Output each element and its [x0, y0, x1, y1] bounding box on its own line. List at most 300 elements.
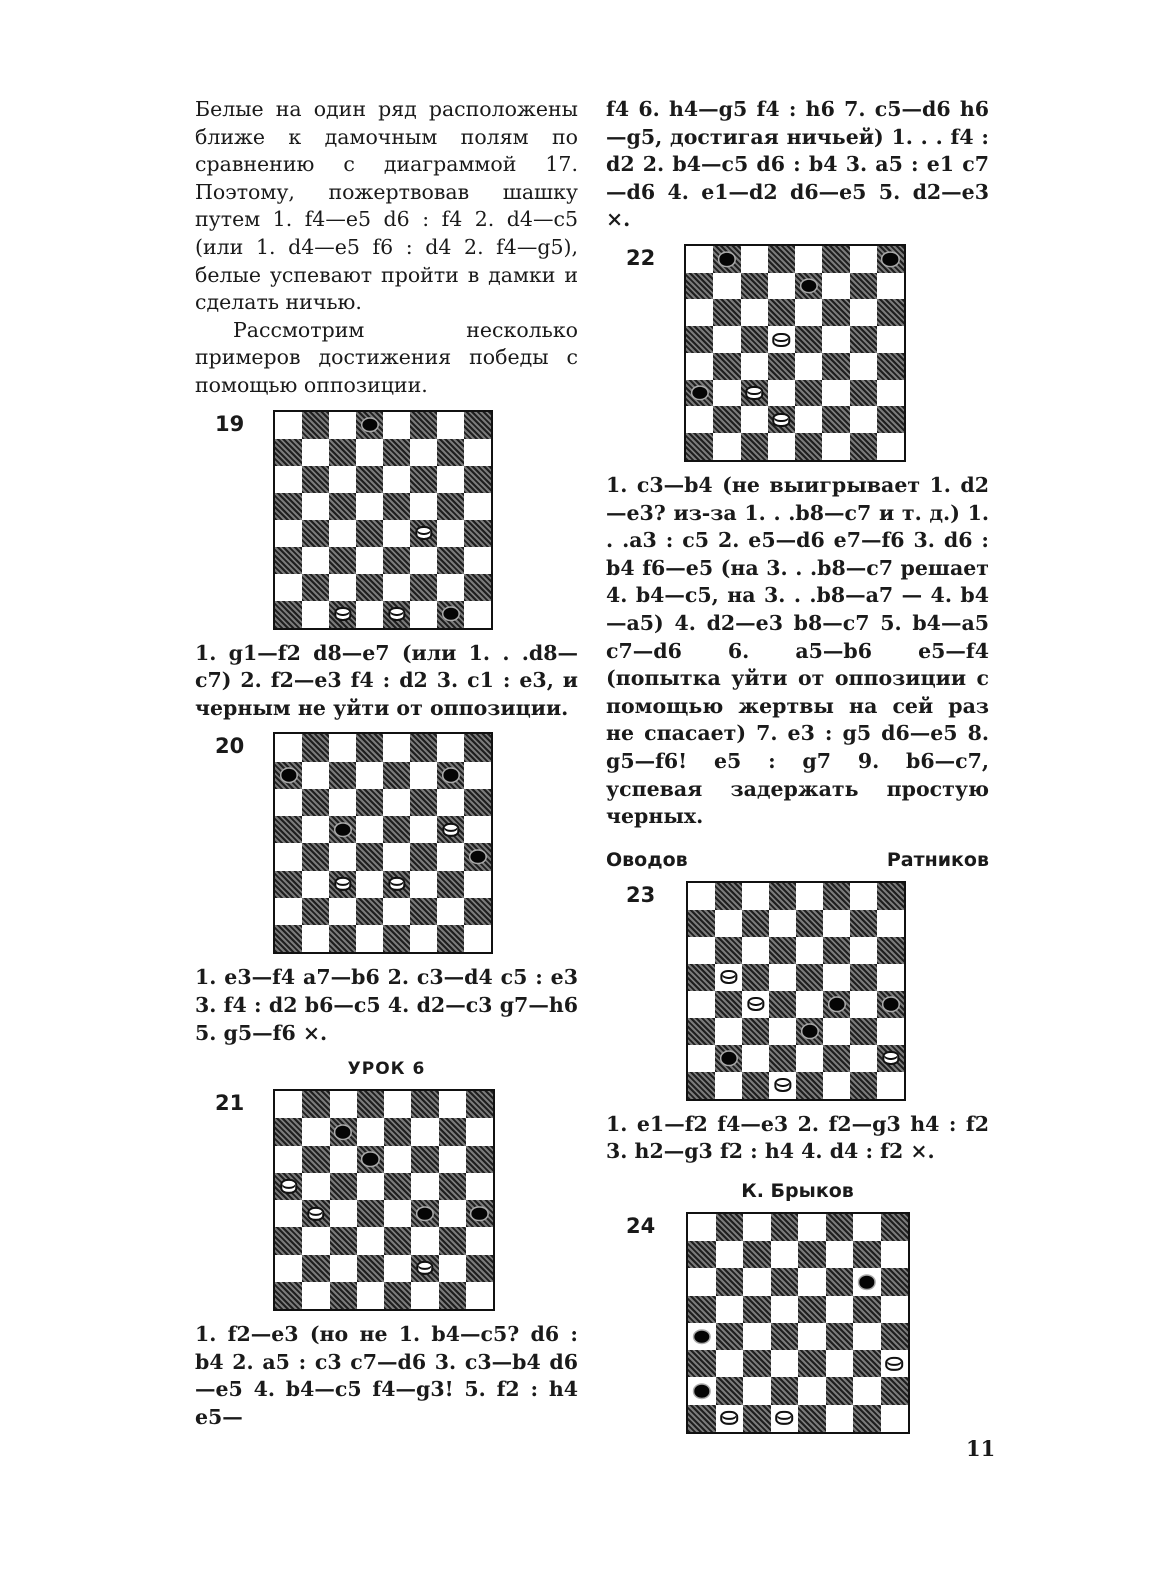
square-e2: [383, 574, 410, 601]
black-checker-b2: [721, 1052, 736, 1064]
examples-paragraph: Рассмотрим несколько примеров достижения победы с помощью оппозиции.: [195, 317, 578, 397]
square-c4: [742, 991, 769, 1018]
black-checker-h8: [883, 253, 898, 265]
square-b1: [713, 433, 740, 460]
square-h7: [877, 910, 904, 937]
square-f3: [410, 547, 437, 574]
square-f6: [823, 937, 850, 964]
square-b4: [302, 843, 329, 870]
square-h4: [464, 520, 491, 547]
square-g6: [437, 789, 464, 816]
square-g1: [850, 1072, 877, 1099]
square-h3: [466, 1227, 493, 1254]
square-e8: [383, 412, 410, 439]
moves-21: 1. f2—e3 (но не 1. b4—c5? d6 : b4 2. a5 : c3 c7—d6 3. c3—b4 d6—e5 4. b4—c5 f4—g3! 5. f2 : h4 e5—: [195, 1322, 578, 1429]
square-g3: [850, 380, 877, 407]
square-a1: [275, 601, 302, 628]
square-d1: [771, 1405, 799, 1432]
square-d6: [357, 1146, 384, 1173]
square-g2: [437, 898, 464, 925]
black-checker-g7: [443, 769, 458, 782]
diagram-number: 23: [626, 882, 656, 907]
square-b8: [302, 412, 329, 439]
white-checker-h3: [885, 1357, 903, 1371]
square-g3: [437, 871, 464, 898]
square-d3: [356, 871, 383, 898]
square-d5: [356, 816, 383, 843]
square-a7: [275, 1118, 302, 1145]
square-b6: [715, 937, 742, 964]
black-checker-d6: [363, 1153, 378, 1166]
square-e3: [383, 547, 410, 574]
square-a6: [688, 937, 715, 964]
square-a2: [275, 898, 302, 925]
square-b8: [713, 246, 740, 273]
square-d6: [768, 299, 795, 326]
square-b8: [715, 883, 742, 910]
square-c2: [742, 1045, 769, 1072]
white-checker-a5: [280, 1179, 297, 1193]
white-checker-c3: [745, 386, 762, 400]
square-e6: [796, 937, 823, 964]
square-a4: [275, 843, 302, 870]
square-f5: [826, 1296, 854, 1323]
square-a6: [688, 1268, 716, 1295]
problem-author: К. Брыков: [741, 1179, 854, 1202]
square-h3: [877, 380, 904, 407]
square-a2: [688, 1045, 715, 1072]
square-d6: [356, 466, 383, 493]
square-e2: [795, 406, 822, 433]
square-c4: [330, 1200, 357, 1227]
square-b3: [302, 1227, 329, 1254]
white-checker-b1: [720, 1411, 738, 1425]
square-h6: [881, 1268, 909, 1295]
square-h1: [877, 1072, 904, 1099]
square-h2: [466, 1255, 493, 1282]
square-c3: [741, 380, 768, 407]
square-d2: [769, 1045, 796, 1072]
square-h7: [464, 762, 491, 789]
black-checker-g1: [443, 608, 458, 620]
lesson-title: УРОК 6: [347, 1059, 426, 1080]
square-d3: [768, 380, 795, 407]
square-h2: [877, 406, 904, 433]
square-h4: [464, 843, 491, 870]
square-c8: [330, 1091, 357, 1118]
square-h8: [464, 734, 491, 761]
black-checker-f4: [417, 1207, 432, 1220]
square-c8: [329, 412, 356, 439]
square-e7: [798, 1241, 826, 1268]
square-b8: [302, 1091, 329, 1118]
square-h6: [464, 789, 491, 816]
square-e4: [383, 520, 410, 547]
square-c7: [329, 439, 356, 466]
square-e7: [795, 273, 822, 300]
square-h3: [464, 871, 491, 898]
square-a7: [688, 1241, 716, 1268]
black-checker-h4: [472, 1207, 487, 1220]
square-h5: [881, 1296, 909, 1323]
square-d6: [771, 1268, 799, 1295]
square-a8: [275, 412, 302, 439]
square-d4: [356, 520, 383, 547]
square-a7: [275, 439, 302, 466]
square-c5: [329, 493, 356, 520]
white-checker-d2: [773, 413, 790, 427]
square-f7: [410, 762, 437, 789]
square-a8: [688, 1214, 716, 1241]
square-f1: [826, 1405, 854, 1432]
white-checker-d1: [774, 1078, 791, 1092]
square-h1: [466, 1282, 493, 1309]
diagram-19-block: [195, 410, 578, 630]
square-e7: [383, 762, 410, 789]
square-e7: [796, 910, 823, 937]
square-b2: [713, 406, 740, 433]
square-c1: [329, 601, 356, 628]
square-c7: [330, 1118, 357, 1145]
square-g7: [853, 1241, 881, 1268]
square-d8: [357, 1091, 384, 1118]
square-g1: [850, 433, 877, 460]
diagram-number: 21: [215, 1091, 245, 1116]
square-b8: [302, 734, 329, 761]
black-checker-a2: [694, 1385, 709, 1398]
square-f7: [410, 439, 437, 466]
square-b7: [302, 1118, 329, 1145]
square-b1: [302, 601, 329, 628]
square-e3: [384, 1227, 411, 1254]
moves-19: 1. g1—f2 d8—e7 (или 1. . .d8—c7) 2. f2—e3 f4 : d2 3. c1 : e3, и черным не уйти от оппозиции.: [195, 640, 578, 720]
square-g6: [437, 466, 464, 493]
square-b6: [713, 299, 740, 326]
square-a6: [686, 299, 713, 326]
square-b6: [302, 466, 329, 493]
diagram-number: 19: [215, 411, 245, 436]
checkers-board-24: [686, 1212, 910, 1434]
square-e6: [383, 466, 410, 493]
square-g4: [439, 1200, 466, 1227]
square-g2: [853, 1377, 881, 1404]
square-e4: [384, 1200, 411, 1227]
square-g4: [850, 353, 877, 380]
square-d5: [357, 1173, 384, 1200]
checkers-board-20: [273, 732, 493, 954]
white-checker-d5: [773, 333, 790, 347]
square-b3: [302, 547, 329, 574]
white-checker-h2: [882, 1051, 899, 1065]
square-d4: [771, 1323, 799, 1350]
square-d8: [768, 246, 795, 273]
black-checker-g6: [859, 1276, 874, 1289]
square-b7: [302, 439, 329, 466]
square-g7: [850, 910, 877, 937]
square-d4: [356, 843, 383, 870]
square-c1: [742, 1072, 769, 1099]
checkers-board-19: [273, 410, 493, 630]
square-b1: [302, 1282, 329, 1309]
square-e7: [383, 439, 410, 466]
square-b7: [713, 273, 740, 300]
square-g2: [850, 406, 877, 433]
square-h5: [877, 964, 904, 991]
square-a2: [275, 574, 302, 601]
square-a3: [275, 1227, 302, 1254]
square-a4: [688, 991, 715, 1018]
square-c6: [742, 937, 769, 964]
square-e8: [383, 734, 410, 761]
square-h5: [464, 493, 491, 520]
square-e6: [795, 299, 822, 326]
square-b5: [713, 326, 740, 353]
square-h5: [464, 816, 491, 843]
square-b1: [715, 1072, 742, 1099]
square-c5: [741, 326, 768, 353]
square-h6: [877, 299, 904, 326]
square-f2: [411, 1255, 438, 1282]
square-d4: [357, 1200, 384, 1227]
square-c6: [741, 299, 768, 326]
square-f4: [410, 843, 437, 870]
square-f7: [823, 910, 850, 937]
square-f3: [822, 380, 849, 407]
square-d7: [771, 1241, 799, 1268]
square-c4: [329, 843, 356, 870]
square-b2: [716, 1377, 744, 1404]
square-c4: [743, 1323, 771, 1350]
square-d4: [769, 991, 796, 1018]
square-g4: [853, 1323, 881, 1350]
square-c4: [741, 353, 768, 380]
square-h1: [464, 601, 491, 628]
square-b4: [713, 353, 740, 380]
square-f8: [822, 246, 849, 273]
square-a3: [688, 1018, 715, 1045]
square-e4: [383, 843, 410, 870]
square-h4: [466, 1200, 493, 1227]
square-c1: [329, 925, 356, 952]
diagram-number: 22: [626, 245, 656, 270]
square-g4: [850, 991, 877, 1018]
square-b7: [716, 1241, 744, 1268]
square-f2: [822, 406, 849, 433]
square-d2: [356, 898, 383, 925]
square-f6: [410, 789, 437, 816]
square-e5: [383, 816, 410, 843]
square-b1: [716, 1405, 744, 1432]
square-g1: [437, 601, 464, 628]
square-g2: [437, 574, 464, 601]
square-d6: [769, 937, 796, 964]
square-f5: [822, 326, 849, 353]
square-e6: [798, 1268, 826, 1295]
square-h8: [877, 246, 904, 273]
square-a2: [688, 1377, 716, 1404]
square-a4: [686, 353, 713, 380]
square-f1: [410, 925, 437, 952]
square-f6: [410, 466, 437, 493]
square-h5: [877, 326, 904, 353]
square-a5: [686, 326, 713, 353]
square-a7: [688, 910, 715, 937]
square-b6: [302, 789, 329, 816]
white-checker-c3: [334, 877, 351, 891]
diagram-number: 24: [626, 1213, 656, 1238]
square-a1: [688, 1072, 715, 1099]
square-g8: [850, 883, 877, 910]
square-e5: [798, 1296, 826, 1323]
square-e1: [796, 1072, 823, 1099]
square-d7: [768, 273, 795, 300]
square-d2: [357, 1255, 384, 1282]
square-g3: [853, 1350, 881, 1377]
white-checker-e3: [388, 877, 405, 891]
square-d7: [356, 762, 383, 789]
square-g7: [437, 762, 464, 789]
square-g5: [437, 493, 464, 520]
square-h8: [881, 1214, 909, 1241]
square-f5: [410, 493, 437, 520]
square-h7: [877, 273, 904, 300]
square-e3: [796, 1018, 823, 1045]
square-g2: [439, 1255, 466, 1282]
square-f3: [410, 871, 437, 898]
square-c2: [743, 1377, 771, 1404]
white-checker-g5: [442, 823, 459, 837]
square-b6: [716, 1268, 744, 1295]
square-f8: [410, 412, 437, 439]
square-a1: [688, 1405, 716, 1432]
checkers-board-23: [686, 881, 906, 1101]
square-f4: [826, 1323, 854, 1350]
square-b2: [302, 898, 329, 925]
square-c6: [329, 466, 356, 493]
black-checker-f4: [829, 998, 844, 1010]
diagram-24-block: [606, 1212, 989, 1434]
square-d1: [768, 433, 795, 460]
square-e8: [798, 1214, 826, 1241]
square-c1: [743, 1405, 771, 1432]
square-d3: [357, 1227, 384, 1254]
square-f7: [822, 273, 849, 300]
square-a4: [275, 520, 302, 547]
square-c6: [743, 1268, 771, 1295]
square-e6: [384, 1146, 411, 1173]
square-h2: [464, 574, 491, 601]
square-f4: [823, 991, 850, 1018]
square-a7: [275, 762, 302, 789]
diagram-22-block: [606, 244, 989, 462]
white-checker-e1: [388, 607, 405, 621]
square-g8: [850, 246, 877, 273]
square-b8: [716, 1214, 744, 1241]
left-column: [195, 96, 578, 1431]
square-d3: [769, 1018, 796, 1045]
square-h1: [464, 925, 491, 952]
square-a6: [275, 789, 302, 816]
square-c6: [330, 1146, 357, 1173]
square-d8: [769, 883, 796, 910]
square-a6: [275, 1146, 302, 1173]
square-b1: [302, 925, 329, 952]
white-checker-b5: [720, 970, 737, 984]
black-checker-h4: [470, 851, 485, 864]
square-f8: [826, 1214, 854, 1241]
square-g8: [437, 734, 464, 761]
intro-paragraph: Белые на один ряд расположены ближе к дамочным полям по сравнению с диаграммой 17. Поэтому, пожертвовав шашку путем 1. f4—e5 d6 : f4 2. d4—c5 (или 1. d4—e5 f6 : d4 2. f4—g5), белые успевают пройти в дамки и сделать ничью.: [195, 97, 578, 315]
square-b6: [302, 1146, 329, 1173]
square-f8: [410, 734, 437, 761]
black-checker-a7: [281, 769, 296, 782]
square-g5: [853, 1296, 881, 1323]
square-f5: [823, 964, 850, 991]
square-a5: [688, 964, 715, 991]
square-f1: [410, 601, 437, 628]
square-c7: [329, 762, 356, 789]
square-a7: [686, 273, 713, 300]
square-f4: [410, 520, 437, 547]
square-h6: [877, 937, 904, 964]
square-g6: [853, 1268, 881, 1295]
square-e3: [383, 871, 410, 898]
square-e5: [383, 493, 410, 520]
square-e8: [384, 1091, 411, 1118]
square-f5: [411, 1173, 438, 1200]
square-g7: [437, 439, 464, 466]
square-d6: [356, 789, 383, 816]
square-e3: [798, 1350, 826, 1377]
black-checker-e7: [801, 280, 816, 292]
square-c2: [330, 1255, 357, 1282]
square-d5: [356, 493, 383, 520]
moves-23: 1. e1—f2 f4—e3 2. f2—g3 h4 : f2 3. h2—g3 f2 : h4 4. d4 : f2 ×.: [606, 1111, 989, 1164]
square-e7: [384, 1118, 411, 1145]
square-a1: [275, 925, 302, 952]
square-g1: [439, 1282, 466, 1309]
white-checker-f2: [416, 1261, 433, 1275]
square-g6: [439, 1146, 466, 1173]
square-a5: [275, 1173, 302, 1200]
square-a1: [275, 1282, 302, 1309]
square-d5: [769, 964, 796, 991]
square-d8: [771, 1214, 799, 1241]
square-c7: [741, 273, 768, 300]
square-e5: [796, 964, 823, 991]
square-h8: [466, 1091, 493, 1118]
square-b5: [716, 1296, 744, 1323]
square-c5: [330, 1173, 357, 1200]
square-a3: [275, 871, 302, 898]
square-f3: [826, 1350, 854, 1377]
square-g8: [853, 1214, 881, 1241]
square-e2: [384, 1255, 411, 1282]
square-g6: [850, 937, 877, 964]
black-checker-d8: [362, 419, 377, 431]
square-e2: [798, 1377, 826, 1404]
square-d3: [356, 547, 383, 574]
square-b7: [302, 762, 329, 789]
square-e1: [383, 925, 410, 952]
square-g4: [437, 520, 464, 547]
black-checker-a3: [692, 387, 707, 399]
square-d1: [356, 925, 383, 952]
black-checker-h4: [883, 998, 898, 1010]
square-h1: [881, 1405, 909, 1432]
square-d2: [768, 406, 795, 433]
square-f8: [411, 1091, 438, 1118]
